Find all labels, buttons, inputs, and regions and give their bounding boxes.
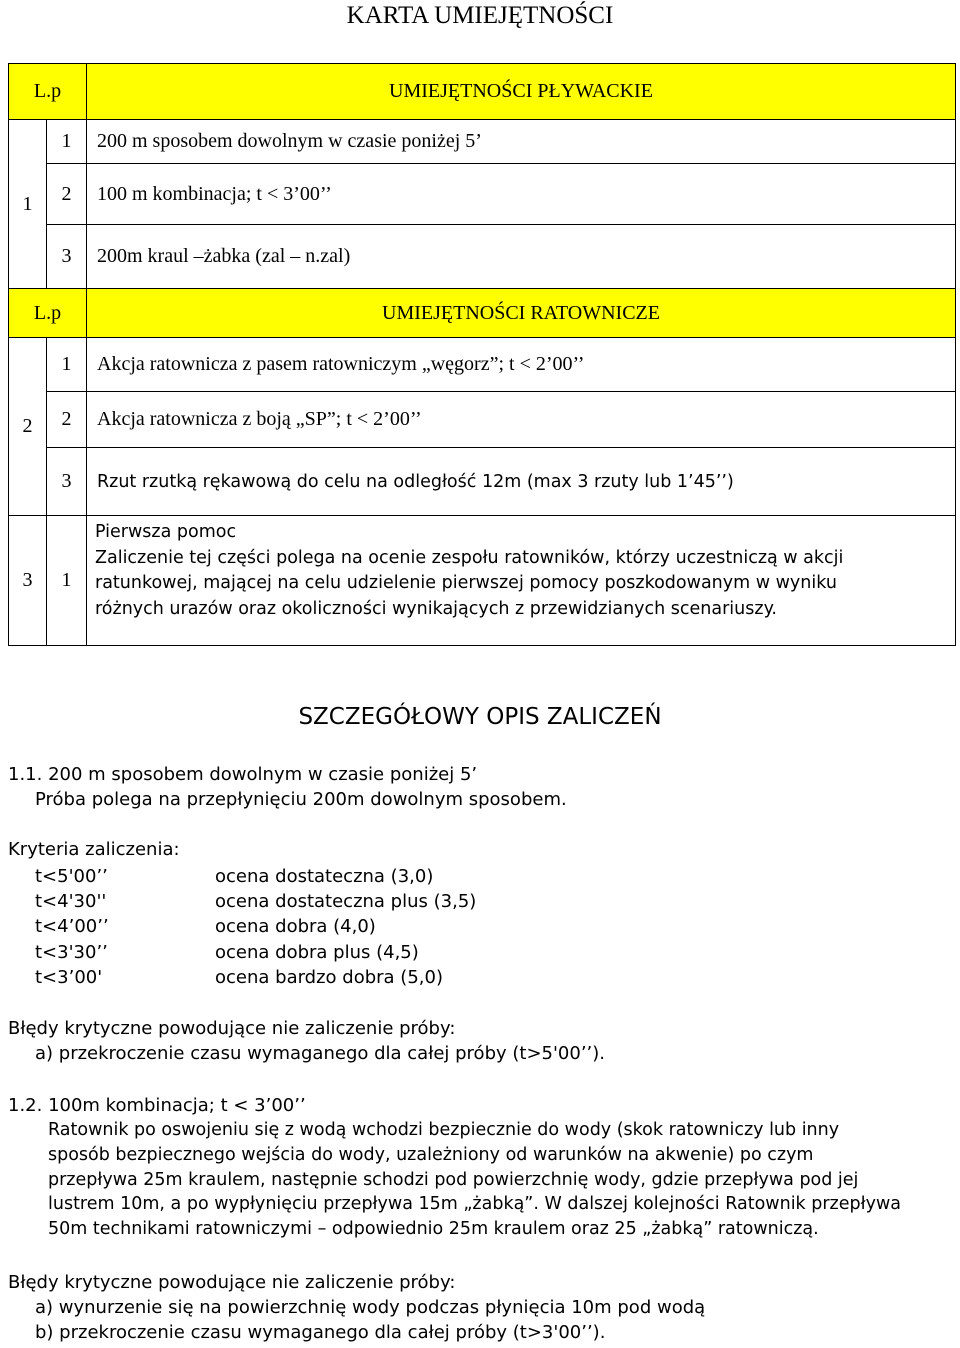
criteria-grade: ocena dobra plus (4,5) (215, 942, 419, 963)
critical-error-item: a) przekroczenie czasu wymaganego dla całej próby (t>5'00’’). (35, 1043, 606, 1064)
criteria-grade: ocena dostateczna (3,0) (215, 866, 434, 887)
criteria-time: t<3’00' (35, 967, 103, 988)
skill-row: Akcja ratownicza z boją „SP”; t < 2’00’’ (86, 391, 956, 448)
row-number: 3 (46, 447, 87, 516)
test-title-1-1: 1.1. 200 m sposobem dowolnym w czasie poniżej 5’ (8, 764, 478, 785)
row-number: 1 (46, 119, 87, 164)
details-heading: SZCZEGÓŁOWY OPIS ZALICZEŃ (298, 704, 662, 730)
first-aid-line: Zaliczenie tej części polega na ocenie zespołu ratowników, którzy uczestniczą w akcji (95, 547, 844, 568)
criteria-time: t<4'30'' (35, 891, 107, 912)
lp-header-2: L.p (8, 288, 87, 338)
section-number-3: 3 (8, 515, 47, 646)
criteria-time: t<3'30’’ (35, 942, 108, 963)
row-number: 2 (46, 391, 87, 448)
critical-errors-label: Błędy krytyczne powodujące nie zaliczenie próby: (8, 1272, 456, 1293)
section-header-rescue: UMIEJĘTNOŚCI RATOWNICZE (86, 288, 956, 338)
skill-row: Rzut rzutką rękawową do celu na odległość 12m (max 3 rzuty lub 1’45’’) (86, 447, 956, 516)
skill-row: 200 m sposobem dowolnym w czasie poniżej 5’ (86, 119, 956, 164)
first-aid-title: Pierwsza pomoc (95, 522, 237, 542)
critical-error-item: b) przekroczenie czasu wymaganego dla całej próby (t>3'00’’). (35, 1322, 606, 1343)
skill-row: 100 m kombinacja; t < 3’00’’ (86, 163, 956, 225)
first-aid-description (95, 520, 955, 622)
row-number: 2 (46, 163, 87, 225)
criteria-grade: ocena bardzo dobra (5,0) (215, 967, 443, 988)
test-title-1-2: 1.2. 100m kombinacja; t < 3’00’’ (8, 1095, 306, 1116)
criteria-grade: ocena dobra (4,0) (215, 916, 376, 937)
criteria-grade: ocena dostateczna plus (3,5) (215, 891, 477, 912)
criteria-time: t<4’00’’ (35, 916, 109, 937)
critical-error-item: a) wynurzenie się na powierzchnię wody podczas płynięcia 10m pod wodą (35, 1297, 706, 1318)
test-description-1-2 (48, 1118, 953, 1242)
criteria-label: Kryteria zaliczenia: (8, 839, 180, 860)
first-aid-line: różnych urazów oraz okoliczności wynikających z przewidzianych scenariuszy. (95, 598, 777, 619)
skill-row: Akcja ratownicza z pasem ratowniczym „węgorz”; t < 2’00’’ (86, 337, 956, 392)
row-number: 1 (46, 515, 87, 646)
criteria-time: t<5'00’’ (35, 866, 108, 887)
test-description: Próba polega na przepłynięciu 200m dowolnym sposobem. (35, 789, 567, 810)
page-title: KARTA UMIEJĘTNOŚCI (346, 2, 614, 29)
description-line: 50m technikami ratowniczymi – odpowiednio 25m kraulem oraz 25 „żabką” ratowniczą. (48, 1219, 819, 1240)
section-number-1: 1 (8, 119, 47, 289)
description-line: sposób bezpiecznego wejścia do wody, uzależniony od warunków na akwenie) po czym (48, 1144, 814, 1165)
critical-errors-label: Błędy krytyczne powodujące nie zaliczenie próby: (8, 1018, 456, 1039)
section-header-swimming: UMIEJĘTNOŚCI PŁYWACKIE (86, 63, 956, 120)
section-number-2: 2 (8, 337, 47, 516)
lp-header-1: L.p (8, 63, 87, 120)
row-number: 3 (46, 224, 87, 289)
first-aid-line: ratunkowej, mającej na celu udzielenie pierwszej pomocy poszkodowanym w wyniku (95, 573, 837, 593)
description-line: przepływa 25m kraulem, następnie schodzi pod powierzchnię wody, gdzie przepływa pod jej (48, 1169, 859, 1190)
description-line: lustrem 10m, a po wypłynięciu przepływa 15m „żabką”. W dalszej kolejności Ratownik przepływa (48, 1194, 901, 1215)
description-line: Ratownik po oswojeniu się z wodą wchodzi bezpiecznie do wody (skok ratowniczy lub inny (48, 1120, 840, 1140)
row-number: 1 (46, 337, 87, 392)
skill-row: 200m kraul –żabka (zal – n.zal) (86, 224, 956, 289)
